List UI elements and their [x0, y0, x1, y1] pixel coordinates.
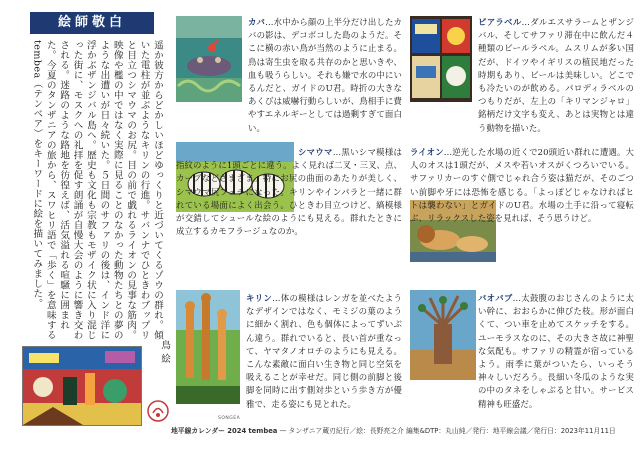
- caption-heading: カバ: [248, 17, 266, 27]
- giraffe-painting: [176, 290, 240, 404]
- caption-heading: ビアラベル: [478, 17, 522, 27]
- baobab-painting: [410, 290, 476, 380]
- caption-baobab: バオバブ…太鼓腹のおじさんのように太い幹に、おおらかに伸びた枝。形が面白くて、つい車を止めてスケッチをする。ユーモラスなのに、その大きさ故に神聖な気配も。サファリの精霊が宿っているよう。雨季に葉がついたら、いっそう神々しいだろう。長細い冬瓜のような実の中のタネをしゃぶると甘い。サービス精神も旺盛だ。: [478, 293, 635, 409]
- intro-vertical-text: 遥か彼方からどかしいほどゆっくりと近づいてくるゾウの群れ。傾いた電柱が並ぶようなキリンの行進。サバンナでひときわブップリと目立つシマウマのお尻。目の前で戯れるライオンの見事な筋肉。映像や檻の中ではなく実際に見ることのなかった動物たちとの夢のような出遭いが日々続いた。５日間のサファリの後は、インド洋に浮かぶザンジバル島へ。歴史も文化も宗教もモザイク状に入り混じった街に、モスクへの礼拝を促す朗誦が自慢大会のように響き交わされる。迷路のような路地を彷徨えば、活気溢れる喧騒に囲まれた。今夏のタンザニアの旅から、スワヒリ語で「歩く」を意味するtembea（テンベア）をキーワードに絵を描いてみました。: [31, 40, 163, 340]
- publisher-logo: [147, 400, 169, 422]
- footer-title: 地平線カレンダー 2024: [171, 427, 247, 435]
- caption-heading: ライオン: [410, 147, 444, 157]
- caption-zebra: シマウマ…黒いシマ模様は指紋のように1頭ごとに違う。よく見れば二叉・三叉、点、カーブなどさまざま。特にお尻の曲面のあたりが美しく、シマウマ尻フェチになった。キリンやインパラと一緒に群れている場面によく出会う。ひときわ目立つけど、縞模様が交錯してシュールな絵のようにも見える。群れたときに成立するカモフラージュなのか。: [176, 147, 402, 237]
- section-badge: 絵師敬白: [30, 12, 154, 34]
- footer: [171, 425, 633, 439]
- footer-credits: 編集&DTP：丸山純／発行：地平線会議／発行日：2023年11月11日: [405, 427, 616, 435]
- caption-heading: バオバブ: [478, 293, 513, 303]
- thumbnail-painting: [22, 346, 142, 426]
- hippo-painting: [176, 16, 242, 102]
- caption-heading: シマウマ: [298, 147, 333, 157]
- caption-hippo: カバ…水中から顔の上半分だけ出したカバの影は、デコボコした島のようだ。そこに横の赤い鳥が当然のように止まる。鳥は寄生虫を取る共存のかと思いきや、血も吸うらしい。それも嫌で水の中にいるんだと、ガイドのU君。時折の大きなあくびは威嚇行動らしいが、鳥相手に費やすエネルギーとしては過剰すぎて面白い。: [248, 17, 402, 133]
- intro-tail-text: 鳥 絵: [159, 340, 170, 364]
- footer-subtitle: — タンザニア蔵刃紀行／絵：長野亮之介: [279, 427, 404, 435]
- footer-series: tembea: [248, 427, 278, 435]
- caption-heading: キリン: [246, 293, 273, 303]
- caption-lion: ライオン…逆光した水場の近くで20頭近い群れに遭遇。大人のオスは1頭だが、メスや若いオスがくつろいでいる。サファリカーのすぐ側でじゃれ合う姿は猫だが、そのごつい前脚や牙には恐怖を感じる。「よっぽどじゃなければヒトは襲わない」とガイドのU君。水場の土手に沿って寝転ぶ、リラックスした姿を見れば、そう思うけど。: [410, 147, 634, 224]
- beer-labels-painting: [410, 16, 472, 102]
- caption-beer-labels: ビアラベル…ダルエスサラームとザンジバル、そしてサファリ滞在中に飲んだ４種類のビールラベル。ムスリムが多い国だが、ドイツやイギリスの植民地だった時期もあり、ビールは美味しい。どこでも冷たいのが飲める。パロディラベルのつもりだが、左上の「キリマンジャロ」銘柄だけ文字も変え、あとは実物とは違う動物を描いた。: [478, 17, 634, 133]
- caption-giraffe: キリン…体の模様はレンガを並べたようなデザインではなく、モミジの葉のように細かく割れ、色も個体によってずいぶん違う。群れでいると、長い首が重なって、ヤマタノオロチのようにも見える。こんな素敵に面白い生き物と同じ空気を吸えることが幸せだ。同じ側の前脚と後脚を同時に出す側対歩という歩き方が優雅で、走る姿にも見とれた。: [246, 293, 402, 409]
- logo-caption: SONGEA: [218, 416, 241, 421]
